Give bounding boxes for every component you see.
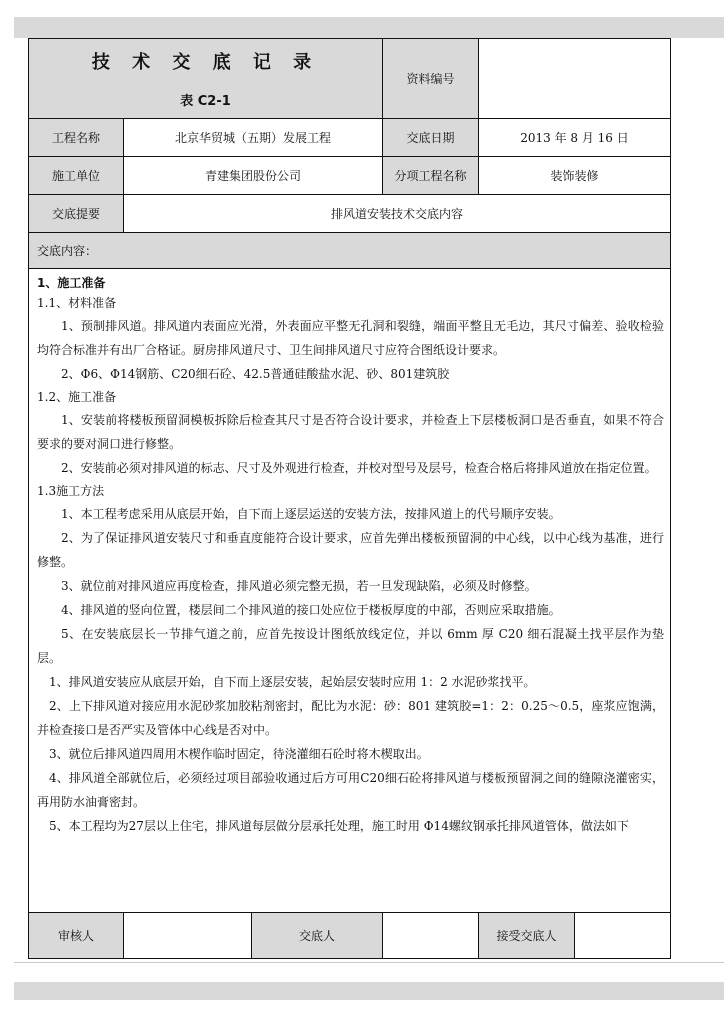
receiver-value <box>575 913 670 958</box>
presenter-value <box>383 913 479 958</box>
paragraph: 5、在安装底层长一节排气道之前，应首先按设计图纸放线定位，并以 6mm 厚 C20 细石混凝土找平层作为垫层。 <box>37 627 664 665</box>
reviewer-label: 审核人 <box>29 913 124 958</box>
sub-project-label: 分项工程名称 <box>383 157 479 194</box>
contractor-label: 施工单位 <box>29 157 124 194</box>
summary-row <box>29 195 670 233</box>
paragraph: 2、上下排风道对接应用水泥砂浆加胶粘剂密封，配比为水泥：砂：801 建筑胶=1：2：0.25～0.5，座浆应饱满，并检查接口是否严实及管体中心线是否对中。 <box>37 699 664 737</box>
doc-no-label: 资料编号 <box>383 39 479 118</box>
summary-label: 交底提要 <box>29 195 124 232</box>
paragraph: 1、安装前将楼板预留洞模板拆除后检查其尺寸是否符合设计要求，并检查上下层楼板洞口是否垂直，如果不符合要求的要对洞口进行修整。 <box>37 413 664 451</box>
paragraph: 1、排风道安装应从底层开始，自下而上逐层安装，起始层安装时应用 1：2 水泥砂浆找平。 <box>49 675 536 689</box>
paragraph: 2、安装前必须对排风道的标志、尺寸及外观进行检查，并校对型号及层号，检查合格后将排风道放在指定位置。 <box>61 461 657 475</box>
reviewer-value <box>124 913 252 958</box>
presenter-label: 交底人 <box>252 913 383 958</box>
date-value: 2013 年 8 月 16 日 <box>520 131 629 145</box>
section-1-heading: 1、施工准备 <box>37 276 106 290</box>
paragraph: 3、就位前对排风道应再度检查，排风道必须完整无损，若一旦发现缺陷，必须及时修整。 <box>61 579 537 593</box>
section-1-2-heading: 1.2、施工准备 <box>37 390 117 404</box>
contractor-value: 青建集团股份公司 <box>124 157 383 194</box>
paragraph: 2、为了保证排风道安装尺寸和垂直度能符合设计要求，应首先弹出楼板预留洞的中心线，以中心线为基准，进行修整。 <box>37 531 664 569</box>
technical-disclosure-form <box>28 38 671 959</box>
sub-project-value: 装饰装修 <box>550 169 599 183</box>
paragraph: 1、本工程考虑采用从底层开始，自下而上逐层运送的安装方法，按排风道上的代号顺序安装。 <box>61 507 561 521</box>
title-cell <box>29 39 383 118</box>
project-row <box>29 119 670 157</box>
paragraph: 4、排风道全部就位后，必须经过项目部验收通过后方可用C20细石砼将排风道与楼板预留洞之间的缝隙浇灌密实，再用防水油膏密封。 <box>37 771 664 809</box>
project-name-value: 北京华贸城（五期）发展工程 <box>124 119 383 156</box>
content-body <box>29 269 670 912</box>
receiver-label: 接受交底人 <box>479 913 575 958</box>
paragraph: 5、本工程均为27层以上住宅，排风道每层做分层承托处理，施工时用 Φ14螺纹钢承托排风道管体，做法如下 <box>49 819 629 833</box>
contractor-row <box>29 157 670 195</box>
project-name-label: 工程名称 <box>29 119 124 156</box>
paragraph: 3、就位后排风道四周用木楔作临时固定，待浇灌细石砼时将木楔取出。 <box>49 747 429 761</box>
form-number: 表 C2-1 <box>180 94 231 109</box>
bottom-gray-band <box>14 982 724 1000</box>
summary-value: 排风道安装技术交底内容 <box>330 207 463 221</box>
top-gray-band <box>14 17 724 38</box>
section-1-1-heading: 1.1、材料准备 <box>37 296 117 310</box>
header-row <box>29 39 670 119</box>
doc-no-value <box>479 39 670 118</box>
content-label: 交底内容： <box>37 244 98 258</box>
signature-row <box>29 912 670 958</box>
paragraph: 1、预制排风道。排风道内表面应光滑，外表面应平整无孔洞和裂缝，端面平整且无毛边，其尺寸偏差、验收检验均符合标准并有出厂合格证。厨房排风道尺寸、卫生间排风道尺寸应符合图纸设计要求。 <box>37 319 664 357</box>
paragraph: 4、排风道的竖向位置，楼层间二个排风道的接口处应位于楼板厚度的中部，否则应采取措施。 <box>61 603 561 617</box>
section-1-3-heading: 1.3施工方法 <box>37 484 105 498</box>
bottom-divider <box>14 962 724 963</box>
content-label-row <box>29 233 670 269</box>
paragraph: 2、Φ6、Φ14钢筋、C20细石砼、42.5普通硅酸盐水泥、砂、801建筑胶 <box>61 367 450 381</box>
form-title: 技 术 交 底 记 录 <box>91 52 320 73</box>
date-label: 交底日期 <box>383 119 479 156</box>
